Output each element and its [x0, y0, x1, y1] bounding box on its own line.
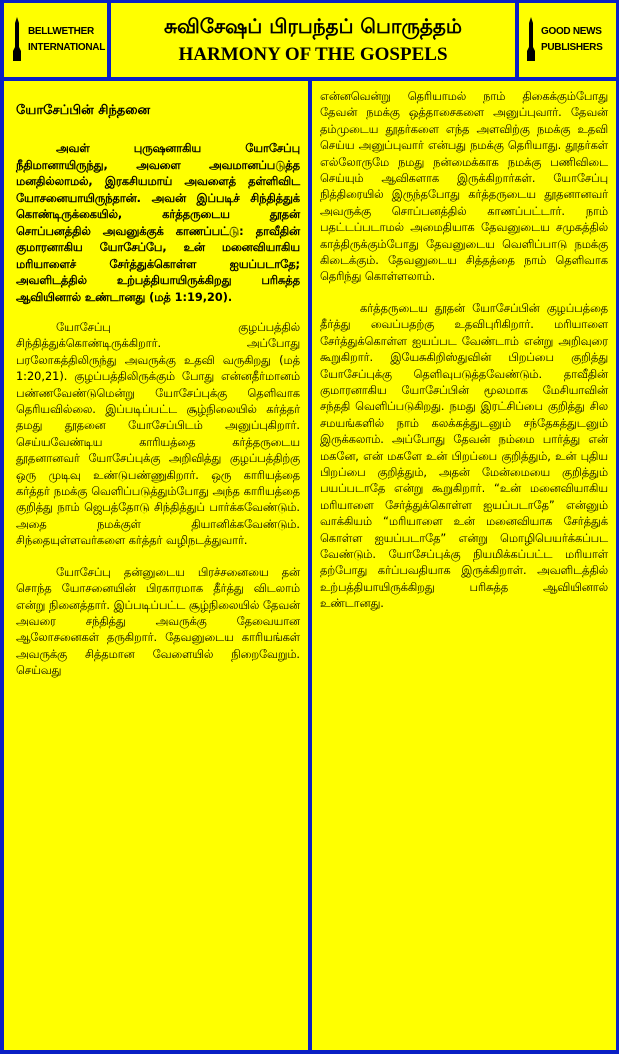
right-column — [312, 81, 616, 1050]
scripture-verse: அவள் புருஷனாகிய யோசேப்பு நீதிமானாயிருந்து, அவளை அவமானப்படுத்த மனதில்லாமல், இரகசியமாய் அவளைத் தள்ளிவிட யோசனையாயிருந்தான். அவன் இப்படிச் சிந்தித்துக் கொண்டிருக்கையில், கர்த்தருடைய தூதன் சொப்பனத்தில் அவனுக்குக் காணப்பட்டு: தாவீதின் குமாரனாகிய யோசேப்பே, உன் மனைவியாகிய மரியாளைச் சேர்த்துக்கொள்ள ஐயப்படாதே; அவளிடத்தில் உற்பத்தியாயிருக்கிறது பரிசுத்த ஆவியினால் உண்டானது (மத் 1:19,20). — [16, 142, 300, 304]
left-column — [4, 81, 308, 1050]
paragraph-2: யோசேப்பு தன்னுடைய பிரச்சனையை தன் சொந்த யோசனையின் பிரகாரமாக தீர்த்து விடலாம் என்று நினைத்தார். இப்படிப்பட்ட சூழ்நிலையில் தேவன் அவரை சந்தித்து அவருக்கு தேவையான ஆலோசனைகள் தருகிறார். தேவனுடைய காரியங்கள் அவருக்கு சித்தமான வேளையில் நிறைவேறும். செய்வது — [16, 565, 300, 678]
good-news-logo — [519, 3, 616, 77]
paragraph-4: கர்த்தருடைய தூதன் யோசேப்பின் குழப்பத்தை தீர்த்து வைப்பதற்கு உதவிபுரிகிறார். மரியாளை சேர்த்துக்கொள்ள ஐயப்பட வேண்டாம் என்று அறிவுரை கூறுகிறார். இயேசுகிறிஸ்துவின் பிறப்பை குறித்து யோசேப்புக்கு தெளிவுபடுத்தவேண்டும். தாவீதின் குமாரனாகிய யோசேப்பின் மூலமாக மேசியாவின் சந்ததி வெளிப்படுகிறது. நமது இரட்சிப்பை குறித்து சில சமயங்களில் நாம் கலக்கத்துடனும் சந்தேகத்துடனும் இருக்கலாம். அப்போது தேவன் நம்மை பார்த்து என் மகனே, என் மகளே உன் பிறப்பை குறித்தும், உன் புதிய பிறப்பை குறித்தும், அதன் மேன்மையை குறித்தும் பயப்படாதே என்று கூறுகிறார். “உன் மனைவியாகிய மரியாளை சேர்த்துக்கொள்ள ஐயப்படாதே” என்னும் வாக்கியம் “மரியாளை உன் மனைவியாக சேர்த்துக் கொள்ள ஐயப்படாதே” என்று மொழிபெயர்க்கப்பட வேண்டும். யோசேப்புக்கு நியமிக்கப்பட்ட மரியாள் தற்போது கர்ப்பவதியாக இருக்கிறாள். அவளிடத்தில் உற்பத்தியாயிருக்கிறது பரிசுத்த ஆவியினால் உண்டானது. — [320, 301, 608, 611]
logo-left-line2: INTERNATIONAL — [28, 42, 106, 53]
bellwether-logo — [4, 3, 107, 77]
paragraph-1: யோசேப்பு குழப்பத்தில் சிந்தித்துக்கொண்டிருக்கிறார். அப்போது பரலோகத்திலிருந்து அவருக்கு உதவி வருகிறது (மத் 1:20,21). குழப்பத்திலிருக்கும் போது என்னதீர்மானம் பண்ணவேண்டுமென்று யோசேப்புக்கு தெளிவாக தெரியவில்லை. இப்படிப்பட்ட சூழ்நிலையில் கர்த்தர் தமது தூதனை யோசேப்பிடம் அனுப்புகிறார். செய்யவேண்டிய காரியத்தை கர்த்தருடைய தூதனானவர் யோசேப்புக்கு அறிவித்து குழப்பத்திற்கு ஒரு முடிவு உண்டுபண்ணுகிறார். ஒரு காரியத்தை கர்த்தர் நமக்கு வெளிப்படுத்தும்போது அந்த காரியத்தை குறித்து நாம் ஜெபத்தோடு சிந்தித்துப் பார்க்கவேண்டும். அதை நமக்குள் தியானிக்கவேண்டும். சிந்தையுள்ளவர்களை கர்த்தர் வழிநடத்துவார். — [16, 321, 300, 548]
section-heading: யோசேப்பின் சிந்தனை — [16, 103, 151, 118]
logo-right-line2: PUBLISHERS — [541, 42, 603, 53]
title-banner — [111, 3, 515, 77]
paragraph-3: என்னவென்று தெரியாமல் நாம் திகைக்கும்போது தேவன் நமக்கு ஒத்தாசைகளை அனுப்புவார். தேவன் தம்முடைய தூதர்களை எந்த அளவிற்கு நமக்கு உதவி செய்ய அனுப்புவார் என்பது நமக்கு தெரியாது. தூதர்கள் எல்லோருமே நமது நன்மைக்காக நமக்கு பணிவிடை செய்யும் ஆவிகளாக இருக்கிறார்கள். யோசேப்பு நித்திரையில் இருந்தபோது கர்த்தருடைய தூதனானவர் அவருக்கு சொப்பனத்தில் காணப்பட்டார். நாம் பதட்டப்படாமல் அமைதியாக தேவனுடைய சமுகத்தில் காத்திருக்கும்போது தேவனுடைய வெளிப்பாடு நமக்கு கிடைக்கும். தேவனுடைய சித்தத்தை நாம் தெளிவாக தெரிந்து கொள்ளலாம். — [320, 90, 608, 284]
logo-right-line1: GOOD NEWS — [541, 26, 602, 37]
page-title-english: HARMONY OF THE GOSPELS — [178, 44, 448, 65]
good-news-icon — [524, 17, 538, 61]
logo-left-line1: BELLWETHER — [28, 26, 94, 37]
page-title-tamil: சுவிசேஷப் பிரபந்தப் பொருத்தம் — [163, 14, 463, 38]
bellwether-icon — [10, 17, 24, 61]
